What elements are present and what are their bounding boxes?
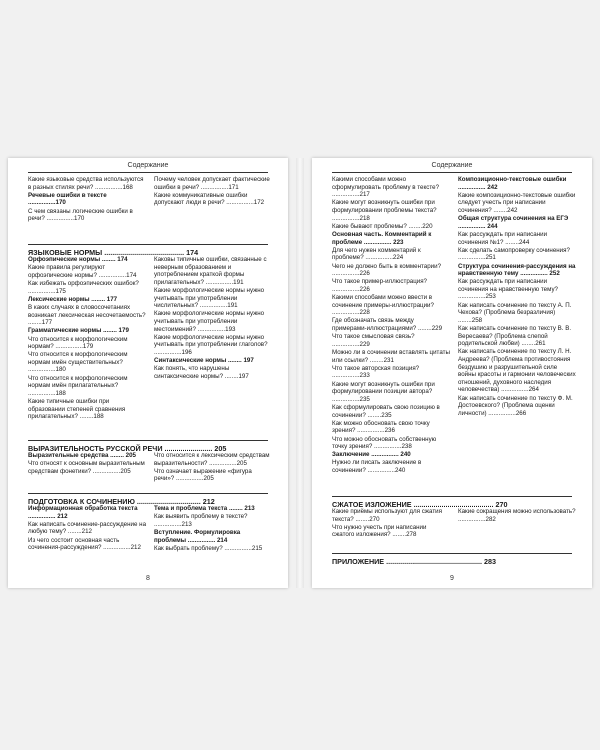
toc-entry[interactable]: Что относится к морфологическим нормам имён прилагательных? ................188 (28, 374, 128, 397)
toc-entry[interactable]: Каковы типичные ошибки, связанные с неверным образованием и употреблением краткой формы прилагательных? ................191 (154, 256, 267, 286)
toc-column (458, 176, 576, 418)
toc-entry[interactable]: Какие бывают проблемы? ........220 (332, 222, 433, 230)
toc-subheading[interactable]: Вступление. Формулировка проблемы ................ 214 (154, 528, 241, 544)
toc-entry[interactable]: Какие коммуникативные ошибки допускают люди в речи? ................172 (154, 191, 265, 207)
toc-entry[interactable]: Как можно обосновать свою точку зрения? ................236 (332, 419, 430, 435)
toc-entry[interactable]: Какие правила регулируют орфоэпические нормы? ................174 (28, 264, 137, 279)
toc-entry[interactable]: Как сформулировать свою позицию в сочинении? ........235 (332, 403, 440, 419)
toc-entry[interactable]: Как написать сочинение по тексту В. В. Вересаева? (Проблема слепой родительской любви) ........261 (458, 325, 572, 348)
toc-entry[interactable]: Что относят к основным выразительным средствам фонетики? ................205 (28, 460, 145, 475)
toc-entry[interactable]: Что такое авторская позиция? ................233 (332, 364, 420, 380)
toc-entry[interactable]: Какие морфологические нормы нужно учитывать при употреблении местоимений? ................193 (154, 310, 265, 333)
toc-subheading[interactable]: Заключение ................ 240 (332, 451, 411, 459)
toc-subheading[interactable]: Лексические нормы ........ 177 (28, 295, 118, 303)
toc-entry[interactable]: Как сделать самопроверку сочинения? ................251 (458, 246, 570, 262)
toc-entry[interactable]: Какие типичные ошибки при образовании степеней сравнения прилагательных? ........188 (28, 398, 126, 421)
toc-entry[interactable]: Можно ли в сочинении вставлять цитаты или ссылки? ........231 (332, 349, 450, 364)
toc-column (28, 176, 146, 223)
header-rule (28, 172, 268, 173)
toc-entry[interactable]: Что относится к лексическим средствам выразительности? ................205 (154, 452, 270, 467)
left-page (8, 158, 288, 588)
toc-entry[interactable]: Какие приёмы используют для сжатия текста? ........270 (332, 508, 442, 523)
toc-subheading[interactable]: Структура сочинения-рассуждения на нравственную тему ................ 252 (458, 262, 576, 278)
toc-entry[interactable]: Как выбрать проблему? ................215 (154, 544, 263, 552)
toc-entry[interactable]: Как рассуждать при написании сочинения №1? ........244 (458, 230, 548, 246)
toc-entry[interactable]: Как написать сочинение по тексту Ф. М. Достоевского? (Проблема оценки личности) ................266 (458, 394, 573, 417)
toc-column (154, 176, 272, 208)
toc-subheading[interactable]: Грамматические нормы ........ 179 (28, 327, 129, 335)
toc-entry[interactable]: Как написать сочинение по тексту Л. Н. Андреева? (Проблема противостояния бездушию и разрушительной силе войны красоты и гармонии человеческих отношений, духовного наследия человечества) ................264 (458, 348, 576, 394)
toc-entry[interactable]: Как выявить проблему в тексте? ................213 (154, 513, 248, 528)
toc-entry[interactable]: Как понять, что нарушены синтаксические нормы? ........197 (154, 365, 249, 380)
section-heading[interactable]: СЖАТОЕ ИЗЛОЖЕНИЕ ........................................ 270 (332, 496, 572, 509)
toc-entry[interactable]: Какие морфологические нормы нужно учитывать при употреблении числительных? ................191 (154, 286, 265, 310)
toc-entry[interactable]: Как написать сочинение по тексту А. П. Чехова? (Проблема безразличия) ........258 (458, 301, 572, 324)
toc-column (28, 505, 146, 552)
section-heading[interactable]: ВЫРАЗИТЕЛЬНОСТЬ РУССКОЙ РЕЧИ ........................ 205 (28, 440, 268, 453)
page-number: 9 (450, 575, 454, 582)
toc-entry[interactable]: Что такое пример-иллюстрация? ................226 (332, 278, 427, 293)
toc-entry[interactable]: Что можно обосновать собственную точку зрения? ................238 (332, 435, 437, 451)
toc-subheading[interactable]: Композиционно-текстовые ошибки ................ 242 (458, 176, 567, 191)
toc-entry[interactable]: Что относится к морфологическим нормам имён существительных? ................180 (28, 351, 128, 374)
toc-subheading[interactable]: Речевые ошибки в тексте ................170 (28, 191, 107, 207)
toc-entry[interactable]: Какие морфологические нормы нужно учитывать при употреблении глаголов? ................196 (154, 333, 268, 356)
toc-entry[interactable]: Чего не должно быть в комментарии? ................226 (332, 262, 442, 278)
toc-entry[interactable]: Какими способами можно ввести в сочинение примеры-иллюстрации? ................228 (332, 294, 434, 317)
toc-column (28, 452, 146, 476)
toc-entry[interactable]: Какие языковые средства используются в разных стилях речи? ................168 (28, 176, 144, 191)
toc-column (28, 256, 146, 421)
toc-column (154, 452, 272, 484)
toc-entry[interactable]: Как рассуждать при написании сочинения на нравственную тему? ................253 (458, 278, 558, 301)
right-page (312, 158, 592, 588)
toc-entry[interactable]: Что нужно учесть при написании сжатого изложения? ........278 (332, 523, 427, 539)
toc-column (332, 508, 450, 540)
book-spine (296, 158, 304, 588)
toc-entry[interactable]: Для чего нужен комментарий к проблеме? ................224 (332, 246, 421, 262)
toc-entry[interactable]: Как избежать орфоэпических ошибок? ................175 (28, 279, 139, 295)
toc-entry[interactable]: Где обозначать связь между примерами-иллюстрациями? ........229 (332, 317, 443, 333)
header-rule (332, 172, 572, 173)
toc-entry[interactable]: Что означает выражение «фигура речи»? ................205 (154, 467, 252, 483)
toc-entry[interactable]: Какие композиционно-текстовые ошибки следует учесть при написании сочинения? ........242 (458, 191, 576, 214)
toc-entry[interactable]: Почему человек допускает фактические ошибки в речи? ................171 (154, 176, 270, 191)
toc-column (154, 256, 272, 381)
toc-entry[interactable]: Какие сокращения можно использовать? ................282 (458, 508, 576, 523)
toc-entry[interactable]: Какие могут возникнуть ошибки при формулировании позиции автора? ................235 (332, 380, 435, 403)
toc-column (154, 505, 272, 553)
toc-subheading[interactable]: Орфоэпические нормы ........ 174 (28, 256, 128, 263)
toc-entry[interactable]: Из чего состоит основная часть сочинения-рассуждения? ................212 (28, 536, 141, 552)
toc-column (332, 176, 450, 475)
toc-subheading[interactable]: Тема и проблема текста ........ 213 (154, 505, 255, 512)
section-heading[interactable]: ЯЗЫКОВЫЕ НОРМЫ ........................................ 174 (28, 244, 268, 257)
toc-entry[interactable]: Какими способами можно сформулировать проблему в тексте? ................217 (332, 176, 440, 199)
toc-subheading[interactable]: Основная часть. Комментарий к проблеме ................ 223 (332, 230, 432, 246)
toc-entry[interactable]: С чем связаны логические ошибки в речи? ................170 (28, 207, 133, 223)
toc-entry[interactable]: Что относится к морфологическим нормам? ................179 (28, 335, 128, 351)
toc-entry[interactable]: Какие могут возникнуть ошибки при формулировании проблемы текста? ................218 (332, 199, 437, 222)
section-heading[interactable]: ПРИЛОЖЕНИЕ ................................................ 283 (332, 553, 572, 566)
page-number: 8 (146, 575, 150, 582)
toc-entry[interactable]: Что такое смысловая связь? ................229 (332, 333, 415, 348)
page-header: Содержание (127, 162, 169, 169)
toc-subheading[interactable]: Выразительные средства ........ 205 (28, 452, 136, 459)
toc-subheading[interactable]: Информационная обработка текста ................ 212 (28, 505, 138, 520)
toc-column (458, 508, 576, 524)
toc-entry[interactable]: Нужно ли писать заключение в сочинении? ................240 (332, 459, 422, 475)
section-heading[interactable]: ПОДГОТОВКА К СОЧИНЕНИЮ ................................ 212 (28, 493, 268, 506)
toc-entry[interactable]: В каких случаях в словосочетаниях возникает лексическая несочетаемость? ........177 (28, 303, 146, 327)
page-header: Содержание (431, 162, 473, 169)
toc-subheading[interactable]: Общая структура сочинения на ЕГЭ ................ 244 (458, 215, 569, 230)
toc-entry[interactable]: Как написать сочинение-рассуждение на любую тему? ........212 (28, 520, 147, 536)
toc-subheading[interactable]: Синтаксические нормы ........ 197 (154, 357, 254, 365)
